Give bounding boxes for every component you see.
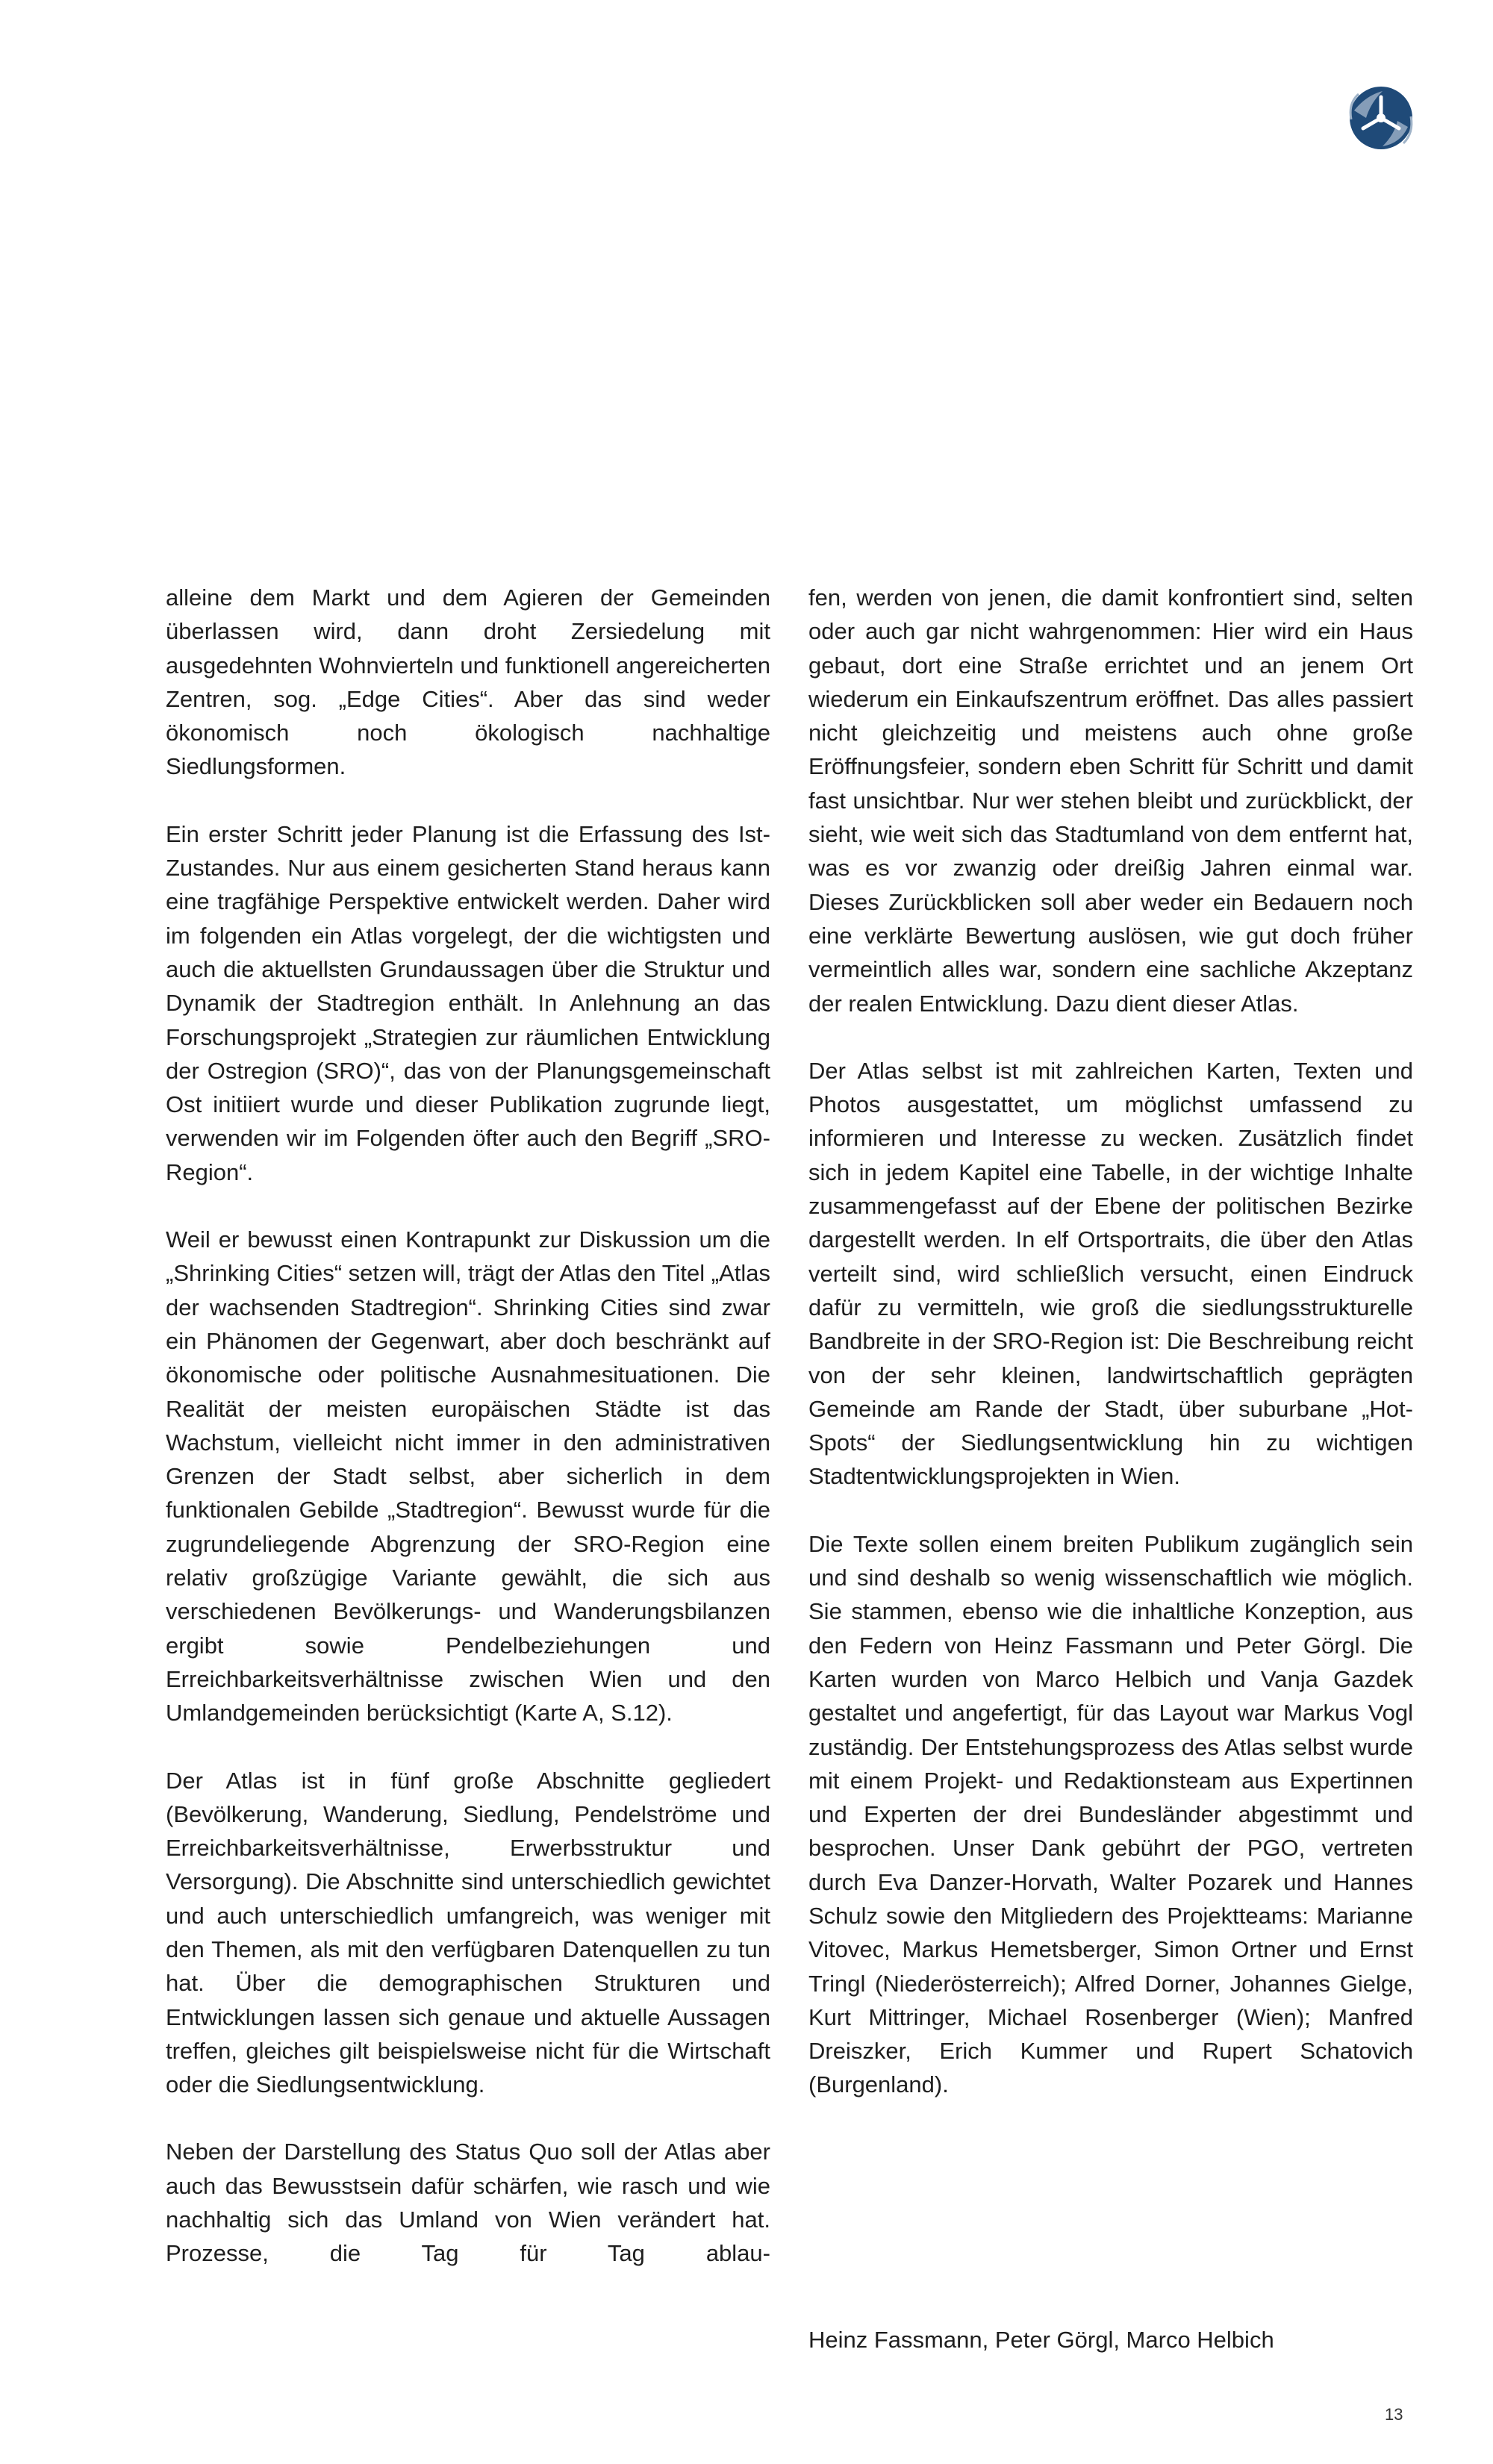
authors-signature: Heinz Fassmann, Peter Görgl, Marco Helbich xyxy=(808,2327,1274,2353)
right-column xyxy=(808,581,1413,2102)
paragraph: Der Atlas selbst ist mit zahlreichen Karten, Texten und Photos ausgestattet, um möglichst umfassend zu informieren und Interesse zu wecken. Zusätzlich findet sich in jedem Kapitel eine Tabelle, in der wichtige Inhalte zusammengefasst auf der Ebene der politischen Bezirke dargestellt werden. In elf Ortsportraits, die über den Atlas verteilt sind, wird schließlich versucht, einen Eindruck dafür zu vermitteln, wie groß die siedlungsstrukturelle Bandbreite in der SRO-Region ist: Die Beschreibung reicht von der sehr kleinen, landwirtschaftlich geprägten Gemeinde am Rande der Stadt, über suburbane „Hot-Spots“ der Siedlungsentwicklung hin zu wichtigen Stadtentwicklungsprojekten in Wien. xyxy=(808,1057,1413,1490)
paragraph: fen, werden von jenen, die damit konfrontiert sind, selten oder auch gar nicht wahrgenommen: Hier wird ein Haus gebaut, dort eine Straße errichtet und an jenem Ort wiederum ein Einkaufszentrum eröffnet. Das alles passiert nicht gleichzeitig und meistens auch ohne große Eröffnungsfeier, sondern eben Schritt für Schritt und damit fast unsichtbar. Nur wer stehen bleibt und zurückblickt, der sieht, wie weit sich das Stadtumland von dem entfernt hat, was es vor zwanzig oder dreißig Jahren einmal war. Dieses Zurückblicken soll aber weder ein Bedauern noch eine verklärte Bewertung auslösen, wie gut doch früher vermeintlich alles war, sondern eine sachliche Akzeptanz der realen Entwicklung. Dazu dient dieser Atlas. xyxy=(808,584,1413,1017)
paragraph: Weil er bewusst einen Kontrapunkt zur Diskussion um die „Shrinking Cities“ setzen will, trägt der Atlas den Titel „Atlas der wachsenden Stadtregion“. Shrinking Cities sind zwar ein Phänomen der Gegenwart, aber doch beschränkt auf ökonomische oder politische Ausnahmesituationen. Die Realität der meisten europäischen Städte ist das Wachstum, vielleicht nicht immer in den administrativen Grenzen der Stadt selbst, aber sicherlich in dem funktionalen Gebilde „Stadtregion“. Bewusst wurde für die zugrundeliegende Abgrenzung der SRO-Region eine relativ großzügige Variante gewählt, die sich aus verschiedenen Bevölkerungs- und Wanderungsbilanzen ergibt sowie Pendelbeziehungen und Erreichbarkeitsverhältnisse zwischen Wien und den Umlandgemeinden berücksichtigt (Karte A, S.12). xyxy=(166,1226,770,1727)
paragraph: alleine dem Markt und dem Agieren der Gemeinden überlassen wird, dann droht Zersiedelung mit ausgedehnten Wohnvierteln und funktionell angereicherten Zentren, sog. „Edge Cities“. Aber das sind weder ökonomisch noch ökologisch nachhaltige Siedlungsformen. xyxy=(166,584,770,780)
paragraph: Die Texte sollen einem breiten Publikum zugänglich sein und sind deshalb so wenig wissenschaftlich wie möglich. Sie stammen, ebenso wie die inhaltliche Konzeption, aus den Federn von Heinz Fassmann und Peter Görgl. Die Karten wurden von Marco Helbich und Vanja Gazdek gestaltet und angefertigt, für das Layout war Markus Vogl zuständig. Der Entstehungsprozess des Atlas selbst wurde mit einem Projekt- und Redaktionsteam aus Expertinnen und Experten der drei Bundesländer abgestimmt und besprochen. Unser Dank gebührt der PGO, vertreten durch Eva Danzer-Horvath, Walter Pozarek und Hannes Schulz sowie den Mitgliedern des Projektteams: Marianne Vitovec, Markus Hemetsberger, Simon Ortner und Ernst Tringl (Niederösterreich); Alfred Dorner, Johannes Gielge, Kurt Mittringer, Michael Rosenberger (Wien); Manfred Dreiszker, Erich Kummer und Rupert Schatovich (Burgenland). xyxy=(808,1530,1413,2098)
left-column xyxy=(166,581,770,2271)
paragraph: Neben der Darstellung des Status Quo soll der Atlas aber auch das Bewusstsein dafür schärfen, wie rasch und wie nachhaltig sich das Umland von Wien verändert hat. Prozesse, die Tag für Tag ablau- xyxy=(166,2139,770,2267)
paragraph: Der Atlas ist in fünf große Abschnitte gegliedert (Bevölkerung, Wanderung, Siedlung, Pendelströme und Erreichbarkeitsverhältnisse, Erwerbsstruktur und Versorgung). Die Abschnitte sind unterschiedlich gewichtet und auch unterschiedlich umfangreich, was weniger mit den Themen, als mit den verfügbaren Datenquellen zu tun hat. Über die demographischen Strukturen und Entwicklungen lassen sich genaue und aktuelle Aussagen treffen, gleiches gilt beispielsweise nicht für die Wirtschaft oder die Siedlungsentwicklung. xyxy=(166,1767,770,2098)
page-number: 13 xyxy=(1385,2405,1403,2424)
publisher-logo xyxy=(1344,81,1418,155)
paragraph: Ein erster Schritt jeder Planung ist die Erfassung des Ist-Zustandes. Nur aus einem gesicherten Stand heraus kann eine tragfähige Perspektive entwickelt werden. Daher wird im folgenden ein Atlas vorgelegt, der die wichtigsten und auch die aktuellsten Grundaussagen über die Struktur und Dynamik der Stadtregion enthält. In Anlehnung an das Forschungsprojekt „Strategien zur räumlichen Entwicklung der Ostregion (SRO)“, das von der Planungsgemeinschaft Ost initiiert wurde und dieser Publikation zugrunde liegt, verwenden wir im Folgenden öfter auch den Begriff „SRO-Region“. xyxy=(166,820,770,1185)
globe-pinwheel-icon xyxy=(1344,81,1418,155)
